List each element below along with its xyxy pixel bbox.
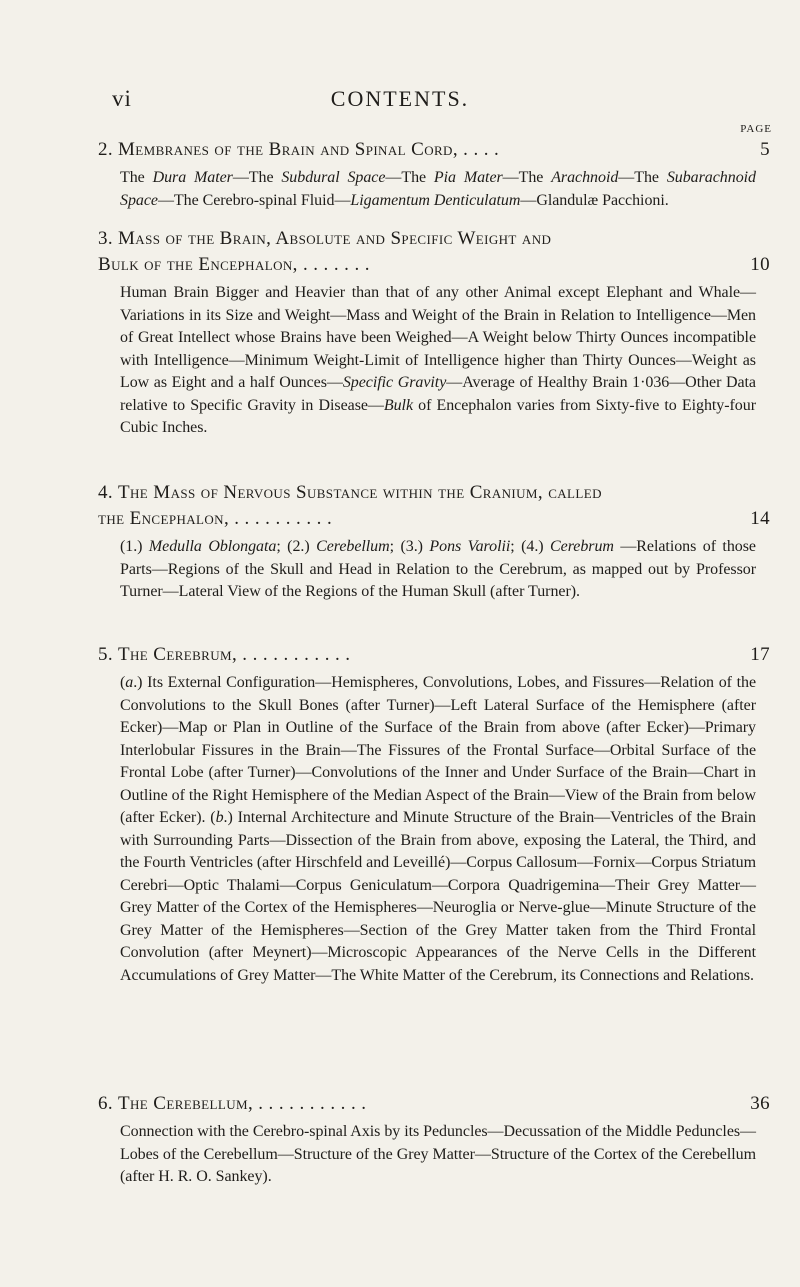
italic-term: Subarachnoid Space	[120, 169, 756, 209]
section-heading	[98, 137, 770, 163]
section-page-number: 36	[750, 1093, 770, 1114]
summary-text: (	[120, 674, 126, 691]
toc-section-5	[98, 642, 770, 987]
page-column-label: PAGE	[740, 123, 772, 135]
summary-text: The	[120, 169, 153, 186]
summary-text: —The Cerebro-spinal Fluid—	[157, 191, 351, 209]
italic-term: Pia Mater	[433, 169, 503, 186]
toc-section-4	[98, 480, 770, 604]
italic-term: Dura Mater	[152, 169, 233, 186]
summary-text: —The	[385, 169, 434, 186]
summary-text: .) Internal Architecture and Minute Structure of the Brain—Ventricles of the Brain with Surrounding Parts—Dissection of the Brain from above, exposing the Lateral, the Third, and the Fourth Ventricles (after Hirschfeld and Leveillé)—Corpus Callosum—Fornix—Corpus Striatum Cerebri—Optic Thalami—Corpus Geniculatum—Corpora Quadrigemina—Their Grey Matter—Grey Matter of the Cortex of the Hemispheres—Neuroglia or Nerve-glue—Minute Structure of the Grey Matter of the Hemispheres—Section of the Grey Matter taken from the Third Frontal Convolution (after Meynert)—Microscopic Appearances of the Nerve Cells in the Different Accumulations of Grey Matter—The White Matter of the Cerebrum, its Connections and Relations.	[120, 809, 757, 984]
summary-text: —The	[502, 169, 552, 186]
italic-term: a	[125, 674, 134, 691]
section-summary	[120, 672, 756, 987]
italic-term: Pons Varolii	[429, 538, 511, 555]
toc-section-3	[98, 226, 770, 440]
summary-text: Human Brain Bigger and Heavier than that of any other Animal except Elephant and Whale—Variations in its Size and Weight—Mass and Weight of the Brain in Relation to Intelligence—Men of Great Intellect whose Brains have been Weighed—A Weight below Thirty Ounces incompatible with Intelligence—Minimum Weight-Limit of Intelligence higher than Thirty Ounces—Weight as Low as Eight and a half Ounces—	[120, 284, 756, 391]
section-title: The Cerebrum, . . . . . . . . . . .	[118, 644, 351, 665]
italic-term: Medulla Oblongata	[148, 538, 277, 555]
italic-term: Specific Gravity	[342, 374, 447, 391]
italic-term: Subdural Space	[281, 169, 386, 186]
section-page-number: 17	[750, 644, 770, 665]
italic-term: Bulk	[383, 396, 413, 414]
section-number: 5.	[98, 644, 114, 665]
section-number: 3.	[98, 228, 114, 249]
summary-text: —The	[232, 169, 282, 186]
summary-text: ; (3.)	[389, 538, 430, 555]
summary-text: —The	[618, 169, 667, 186]
section-page-number: 14	[750, 508, 770, 529]
section-summary	[120, 536, 756, 604]
summary-text: Connection with the Cerebro-spinal Axis by its Peduncles—Decussation of the Middle Peduncles—Lobes of the Cerebellum—Structure of the Grey Matter—Structure of the Cortex of the Cerebellum (after H. R. O. Sankey).	[120, 1123, 756, 1185]
section-title: Bulk of the Encephalon, . . . . . . .	[98, 254, 370, 275]
summary-text: —Relations of those Parts—Regions of the Skull and Head in Relation to the Cerebrum, as mapped out by Professor Turner—Lateral View of the Regions of the Human Skull (after Turner).	[120, 538, 756, 600]
section-title: the Encephalon, . . . . . . . . . .	[98, 508, 333, 529]
section-title: Membranes of the Brain and Spinal Cord, . . . .	[118, 139, 500, 160]
italic-term: b	[215, 809, 224, 826]
section-heading	[98, 506, 770, 532]
toc-section-2	[98, 137, 770, 212]
summary-text: —Glandulæ Pacchioni.	[520, 191, 669, 209]
section-heading	[98, 226, 770, 252]
summary-text: —Average of Healthy Brain 1·036—Other Data relative to Specific Gravity in Disease—	[120, 374, 756, 414]
section-number: 6.	[98, 1093, 114, 1114]
section-title: Mass of the Brain, Absolute and Specific Weight and	[118, 228, 552, 249]
italic-term: Cerebellum	[316, 538, 390, 555]
summary-text: (1.)	[120, 538, 149, 555]
section-summary	[120, 167, 756, 212]
section-heading	[98, 480, 770, 506]
section-summary	[120, 1121, 756, 1189]
toc-section-6	[98, 1091, 770, 1189]
italic-term: Cerebrum	[550, 538, 614, 555]
summary-text: of Encephalon varies from Sixty-five to Eighty-four Cubic Inches.	[120, 396, 756, 436]
section-heading	[98, 1091, 770, 1117]
running-title: CONTENTS.	[330, 86, 470, 111]
page-header	[0, 86, 800, 116]
italic-term: Ligamentum Denticulatum	[350, 191, 521, 209]
section-page-number: 10	[750, 254, 770, 275]
italic-term: Arachnoid	[551, 169, 619, 186]
summary-text: .) Its External Configuration—Hemispheres, Convolutions, Lobes, and Fissures—Relation of the Convolutions to the Skull Bones (after Turner)—Left Lateral Surface of the Hemisphere (after Ecker)—Map or Plan in Outline of the Surface of the Brain from above (after Ecker)—Primary Interlobular Fissures in the Brain—The Fissures of the Frontal Surface—Orbital Surface of the Frontal Lobe (after Turner)—Convolutions of the Inner and Under Surface of the Brain—Chart in Outline of the Right Hemisphere of the Median Aspect of the Brain—View of the Brain from below (after Ecker). (	[120, 674, 756, 826]
section-title: The Mass of Nervous Substance within the Cranium, called	[118, 482, 602, 503]
section-number: 2.	[98, 139, 114, 160]
section-title: The Cerebellum, . . . . . . . . . . .	[118, 1093, 367, 1114]
section-heading	[98, 642, 770, 668]
section-summary	[120, 282, 756, 440]
section-heading	[98, 252, 770, 278]
section-number: 4.	[98, 482, 114, 503]
page-folio: vi	[112, 86, 132, 111]
summary-text: ; (2.)	[276, 538, 317, 555]
section-page-number: 5	[760, 139, 770, 160]
summary-text: ; (4.)	[510, 538, 551, 555]
